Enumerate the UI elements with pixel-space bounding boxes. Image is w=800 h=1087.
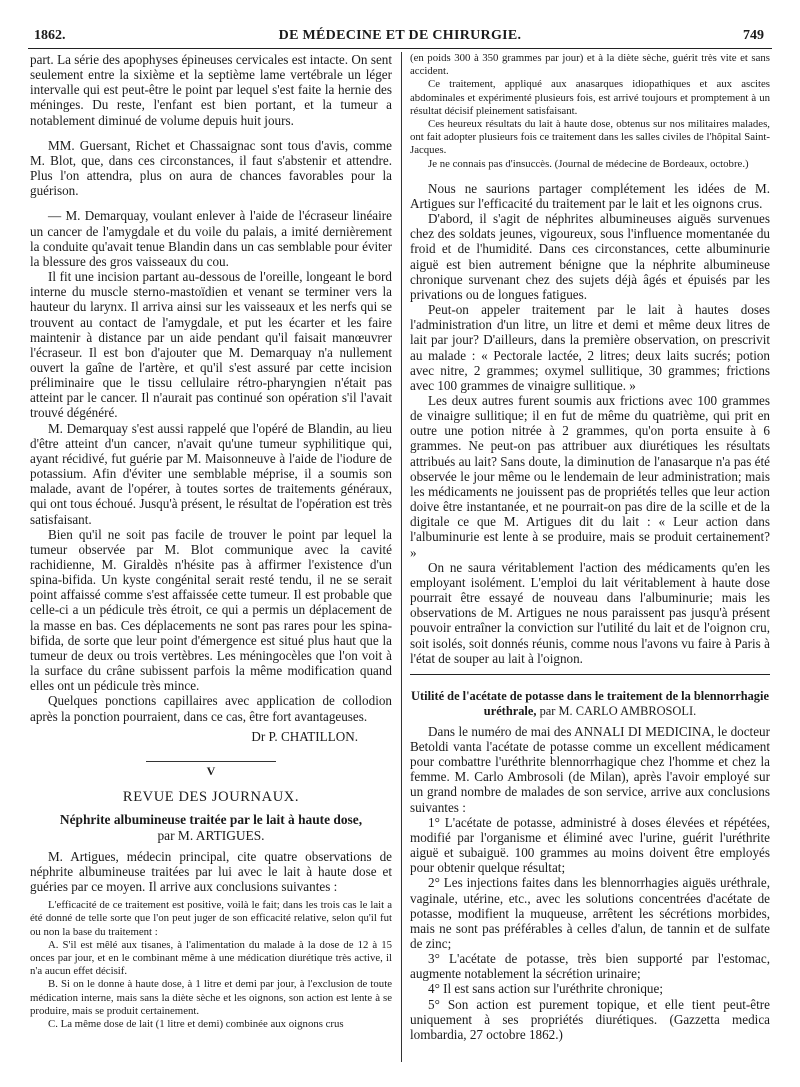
author-signature: Dr P. CHATILLON. [251, 728, 358, 744]
paragraph: Nous ne saurions partager complétement les idées de M. Artigues sur l'efficacité du traitement par le lait et les oignons crus. [410, 180, 770, 211]
article-title-text: Utilité de l'acétate de potasse dans le traitement de la blennorrhagie uréthrale, [411, 688, 769, 718]
conclusion-item: 5° Son action est purement topique, et elle tient peut-être uniquement à ses propriétés diurétiques. (Gazzetta medica lombardia, 27 octobre 1862.) [410, 996, 770, 1042]
quoted-paragraph: Ce traitement, appliqué aux anasarques idiopathiques et aux ascites abdominales et expérimenté plusieurs fois, est arrivé toujours et promptement à un résultat décisif pleinement satisfaisant. [410, 78, 770, 117]
conclusion-item: 1° L'acétate de potasse, administré à doses élevées et répétées, modifié par l'organisme et éliminé avec l'urine, guérit l'uréthrite aiguë et subaiguë. 100 grammes au moins doivent être employés pour obtenir quelque résultat; [410, 814, 770, 876]
paragraph: Dans le numéro de mai des ANNALI DI MEDICINA, le docteur Betoldi vanta l'acétate de potasse comme un excellent médicament pour combattre l'uréthrite blennorrhagique chez l'homme et chez la femme. M. Carlo Ambrosoli (de Milan), après l'avoir employé sur un grand nombre de malades de son service, arrive aux conclusions suivantes : [410, 723, 770, 815]
section-number: V [206, 763, 216, 778]
section-separator [146, 761, 276, 784]
header-rule [28, 48, 772, 49]
conclusion-item: 3° L'acétate de potasse, très bien supporté par l'estomac, augmente notablement la sécrétion urinaire; [410, 951, 770, 982]
article-author: par M. ARTIGUES. [157, 827, 265, 843]
article-author: par M. CARLO AMBROSOLI. [539, 703, 697, 718]
paragraph: — M. Demarquay, voulant enlever à l'aide de l'écraseur linéaire un cancer de l'amygdale et du voile du palais, a imité dernièrement la conduite qu'avait tenue Blandin dans un cas semblable pour éviter la blessure des gros vaisseaux du cou. [30, 208, 392, 269]
conclusion-item: 2° Les injections faites dans les blennorrhagies aiguës uréthrale, vaginale, utérine, etc., avec les solutions concentrées d'acétate de potasse, modifient la muqueuse, arrêtent les sécrétions morbides, mais ne sont pas préférables à celles d'alun, de tannin et de sulfate de zinc; [410, 875, 770, 952]
paragraph: Les deux autres furent soumis aux frictions avec 100 grammes de vinaigre sullitique; il en fut de même du quatrième, qui prit en outre une potion nitrée à 2 grammes, qu'on porta ensuite à 6 grammes. Ne peut-on pas attribuer aux diurétiques les résultats attribués au lait? Sans doute, la diminution de l'anasarque n'a pas été observée le jour même ou le lendemain de leur administration; mais les médicaments ne jouissent pas de propriétés telles que leur action doive être instantanée, et ne pourrait-on pas dire de la scille et de la digitale ce que M. Artigues dit du lait : « Leur action dans l'albuminurie est lente à se produire, mais se produit certainement? » [410, 393, 770, 560]
quoted-paragraph: A. S'il est mêlé aux tisanes, à l'alimentation du malade à la dose de 12 à 15 onces par jour, et en le combinant même à une médication diurétique très active, il n'a aucun effet décisif. [30, 938, 392, 978]
quoted-paragraph: Je ne connais pas d'insuccès. (Journal de médecine de Bordeaux, octobre.) [428, 157, 749, 170]
paragraph: On ne saura véritablement l'action des médicaments qu'en les employant isolément. L'emploi du lait véritablement à haute dose pourrait être essayé de nouveau dans l'albuminurie; mais les observations de M. Artigues ne nous paraissent pas jusqu'à présent pouvoir entraîner la conviction sur l'utilité du lait et de l'oignon cru, soit isolés, soit donnés réunis, comme nous l'avons vu faire à Paris à l'état de souper au lait à l'oignon. [410, 559, 770, 666]
running-header [28, 28, 772, 48]
article-title-text: Néphrite albumineuse traitée par le lait à haute dose, [59, 811, 363, 827]
right-column [410, 52, 770, 1042]
header-title: DE MÉDECINE ET DE CHIRURGIE. [278, 28, 522, 43]
conclusion-item: 4° Il est sans action sur l'uréthrite chronique; [428, 981, 663, 997]
article-title [30, 812, 392, 844]
article-title [410, 689, 770, 719]
left-column [30, 52, 392, 1031]
paragraph: Peut-on appeler traitement par le lait à hautes doses l'administration d'un litre, un litre et demi et même deux litres de lait par jour? D'ailleurs, dans la première observation, on prescrivit au malade : « Pectorale lactée, 2 litres; deux laits sucrés; potion avec nitre, 2 grammes; oxymel sullitique, 30 grammes; frictions avec 100 grammes de vinaigre sullitique. » [410, 302, 770, 393]
paragraph: Il fit une incision partant au-dessous de l'oreille, longeant le bord interne du muscle sterno-mastoïdien et venant se terminer vers la hauteur du larynx. Il arriva ainsi sur les vaisseaux et les nerfs qui se trouvent au contact de l'amygdale, et put les écarter et les faire maintenir à distance par un aide pendant qu'il faisait manœuvrer l'écraseur. Il est bon d'ajouter que M. Demarquay n'a nullement ouvert la gaîne de l'artère, et qu'il s'est assuré par cette incision préliminaire que le tissu cellulaire rétro-pharyngien n'était pas atteint par le cancer. Il n'aurait pas continué son opération s'il l'avait trouvé dégénéré. [30, 269, 392, 421]
paragraph: M. Artigues, médecin principal, cite quatre observations de néphrite albumineuse traitées par lui avec le lait à haute dose et guéries par ce moyen. Il arrive aux conclusions suivantes : [30, 848, 392, 895]
quoted-paragraph: Ces heureux résultats du lait à haute dose, obtenus sur nos militaires malades, ont fait adopter plusieurs fois ce traitement dans les salles civiles de l'hôpital Saint-Jacques. [410, 118, 770, 157]
section-title: REVUE DES JOURNAUX. [122, 788, 300, 805]
quoted-paragraph: L'efficacité de ce traitement est positive, voilà le fait; dans les trois cas le lait a été donné de telle sorte que l'on peut juger de son efficacité relative, selon qu'il fut ou non la base du traitement : [30, 899, 392, 938]
article-separator [410, 674, 770, 675]
quoted-paragraph: B. Si on le donne à haute dose, à 1 litre et demi par jour, à l'exclusion de toute médication interne, mais sans la diète sèche et les oignons, son action est lente à se produire, mais se produit certainement. [30, 978, 392, 1017]
page-number: 749 [743, 28, 764, 43]
paragraph: D'abord, il s'agit de néphrites albumineuses aiguës survenues chez des soldats jeunes, vigoureux, sous l'influence momentanée du froid et de l'humidité. Dans ces circonstances, cette albuminurie aiguë est bien autrement bénigne que la néphrite albumineuse chronique survenant chez des sujets déjà âgés et épuisés par les privations ou de longues fatigues. [410, 211, 770, 302]
paragraph: Bien qu'il ne soit pas facile de trouver le point par lequel la tumeur observée par M. Blot communique avec la cavité rachidienne, M. Giraldès n'hésite pas à affirmer l'existence d'un spina-bifida. Un kyste congénital serait resté tendu, il ne se serait point affaissé comme s'est affaissée cette tumeur. Il est probable que celle-ci a un pédicule très étroit, ce qui a permis un déplacement de la masse en bas. Ces déplacements ne sont pas rares pour les spina-bifida, de sorte que leur point d'émergence est situé plus haut que la tumeur de deux ou trois vertèbres. Les méningocèles que l'on voit à la surface du crâne subissent parfois la même modification quand elles ont un pédicule très mince. [30, 526, 392, 694]
paragraph: MM. Guersant, Richet et Chassaignac sont tous d'avis, comme M. Blot, que, dans ces circonstances, il faut s'abstenir et attendre. Plus l'on attendra, plus on aura de chances favorables pour la guérison. [30, 137, 392, 199]
header-year: 1862. [34, 28, 66, 43]
quoted-paragraph: C. La même dose de lait (1 litre et demi) combinée aux oignons crus [48, 1018, 344, 1031]
quoted-paragraph: (en poids 300 à 350 grammes par jour) et à la diète sèche, guérit très vite et sans accident. [410, 52, 770, 78]
paragraph: part. La série des apophyses épineuses cervicales est intacte. On sent seulement entre la sixième et la septième lame vertébrale un léger intervalle qui est peut-être le point par lequel s'est faite la hernie des méninges. Du reste, l'enfant est bien portant, et la tumeur a notablement diminué de volume depuis huit jours. [30, 52, 392, 128]
paragraph: Quelques ponctions capillaires avec application de collodion après la ponction pourraient, dans ce cas, être fort avantageuses. [30, 693, 392, 724]
paragraph: M. Demarquay s'est aussi rappelé que l'opéré de Blandin, au lieu d'être atteint d'un cancer, n'avait qu'une tumeur syphilitique qui, ayant récidivé, fut guérie par M. Maisonneuve à l'aide de l'iodure de potassium. Afin d'éviter une semblable méprise, il a soumis son malade, avant de l'opérer, à toutes sortes de traitements généraux, qui ont tous échoué. Jusqu'à présent, le résultat de l'opération est très satisfaisant. [30, 420, 392, 527]
column-divider [401, 52, 402, 1062]
